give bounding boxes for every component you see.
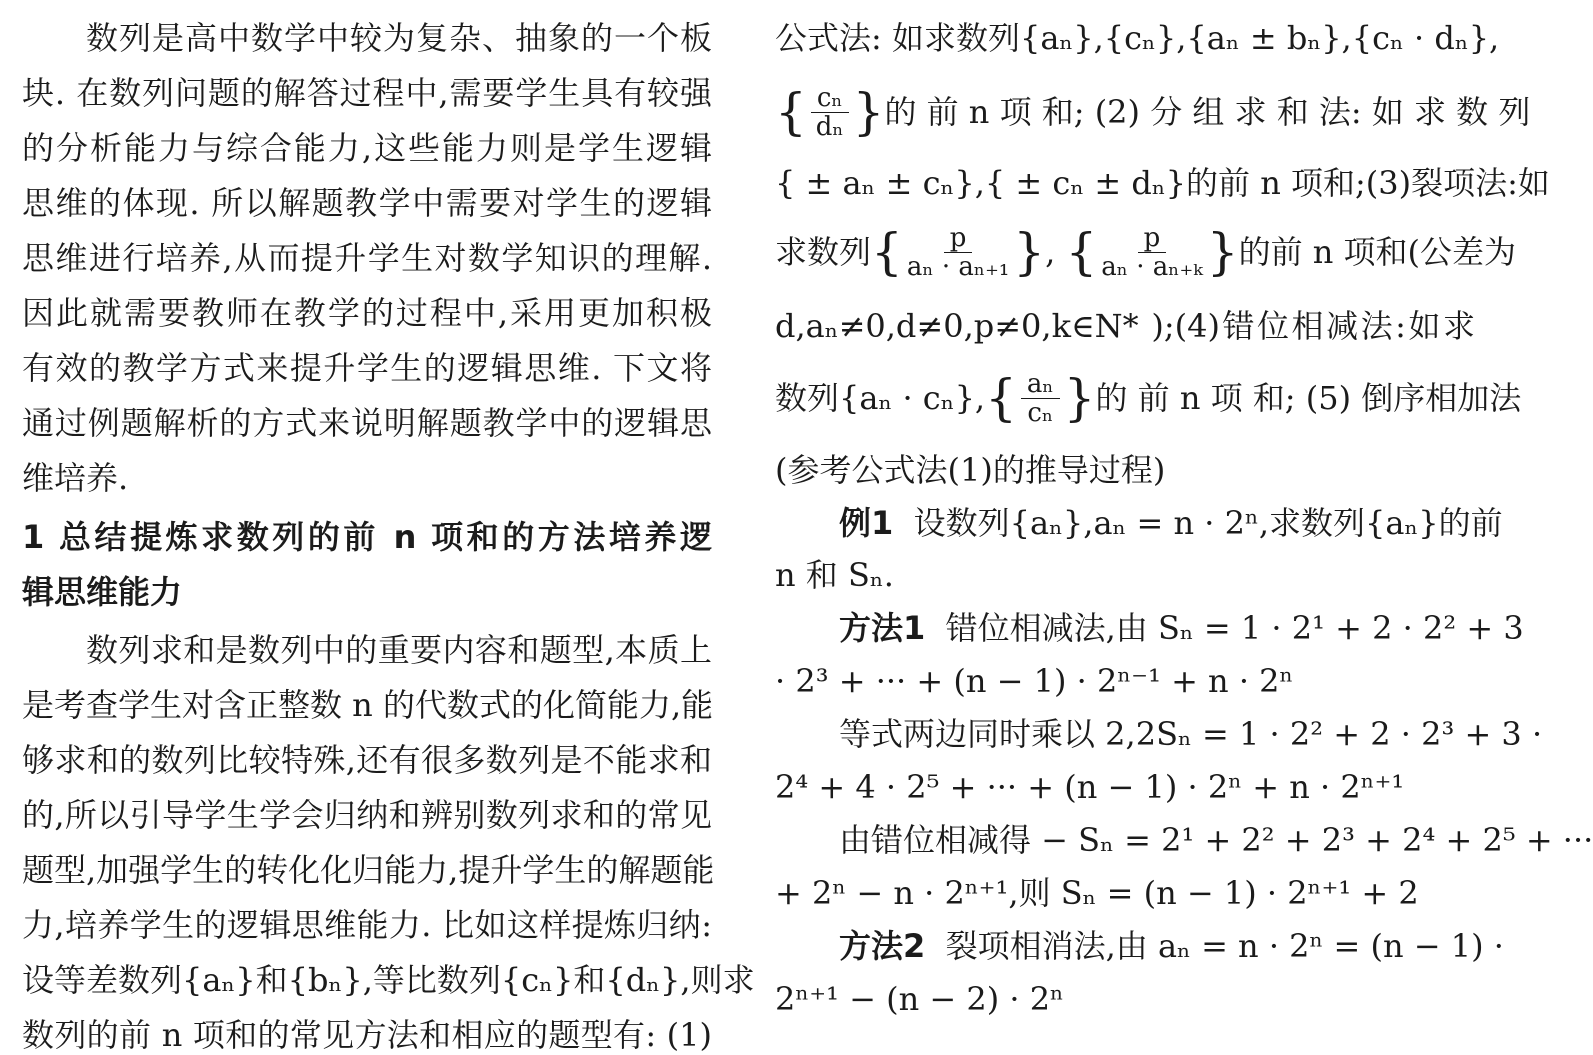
brace-right: }: [852, 83, 885, 141]
para1-line4: 思维的体现. 所以解题教学中需要对学生的逻辑: [22, 184, 712, 222]
fraction-denominator: aₙ · aₙ₊₁: [906, 251, 1010, 282]
method2-text: 裂项相消法,由 aₙ = n · 2ⁿ = (n − 1) ·: [945, 927, 1504, 965]
para2-line3: 够求和的数列比较特殊,还有很多数列是不能求和: [22, 741, 712, 779]
brace-right: }: [1206, 223, 1239, 281]
method1-line6: + 2ⁿ − n · 2ⁿ⁺¹,则 Sₙ = (n − 1) · 2ⁿ⁺¹ + 2: [775, 874, 1419, 912]
right-line4-tail: 的前 n 项和(公差为: [1238, 233, 1517, 271]
para1-line5: 思维进行培养,从而提升学生对数学知识的理解.: [22, 239, 712, 277]
section-heading-line1: 1 总结提炼求数列的前 n 项和的方法培养逻: [22, 518, 712, 556]
fraction-p-an-an1: [907, 224, 1009, 281]
para1-line7: 有效的教学方式来提升学生的逻辑思维. 下文将: [22, 349, 712, 387]
para1-line9: 维培养.: [22, 459, 129, 497]
example-text: 设数列{aₙ},aₙ = n · 2ⁿ,求数列{aₙ}的前: [913, 504, 1503, 542]
para2-line1: 数列求和是数列中的重要内容和题型,本质上: [86, 631, 712, 669]
brace-right: }: [1063, 369, 1096, 427]
example1-line1: [775, 503, 1503, 543]
para1-line1: 数列是高中数学中较为复杂、抽象的一个板: [86, 19, 712, 57]
para2-line5: 题型,加强学生的转化化归能力,提升学生的解题能: [22, 851, 715, 889]
fraction-denominator: cₙ: [1027, 397, 1054, 428]
section-heading-line2: 辑思维能力: [22, 573, 183, 611]
para1-line8: 通过例题解析的方式来说明解题教学中的逻辑思: [22, 404, 712, 442]
brace-left: {: [1065, 223, 1098, 281]
right-line7: (参考公式法(1)的推导过程): [775, 451, 1166, 489]
right-line6: [775, 368, 1522, 428]
para2-line6: 力,培养学生的逻辑思维能力. 比如这样提炼归纳:: [22, 906, 712, 944]
right-line3: { ± aₙ ± cₙ},{ ± cₙ ± dₙ}的前 n 项和;(3)裂项法:如: [775, 164, 1550, 202]
method1-line5: 由错位相减得 − Sₙ = 2¹ + 2² + 2³ + 2⁴ + 2⁵ + ···: [839, 821, 1593, 859]
example-label: 例1: [839, 504, 894, 542]
method1-line1: [775, 608, 1524, 648]
fraction-numerator: aₙ: [1021, 370, 1060, 399]
method2-label: 方法2: [839, 927, 926, 965]
brace-left: {: [871, 223, 903, 281]
method1-text: 错位相减法,由 Sₙ = 1 · 2¹ + 2 · 2² + 3: [945, 609, 1524, 647]
right-line2-text: 的 前 n 项 和; (2) 分 组 求 和 法: 如 求 数 列: [884, 93, 1531, 131]
fraction-p-an-ank: [1101, 224, 1203, 281]
fraction-numerator: p: [944, 224, 973, 253]
method2-line2: 2ⁿ⁺¹ − (n − 2) · 2ⁿ: [775, 980, 1064, 1018]
fraction-denominator: aₙ · aₙ₊ₖ: [1101, 251, 1203, 282]
para1-line6: 因此就需要教师在教学的过程中,采用更加积极: [22, 294, 712, 332]
method1-line3: 等式两边同时乘以 2,2Sₙ = 1 · 2² + 2 · 2³ + 3 ·: [839, 715, 1543, 753]
right-line4: [775, 222, 1517, 282]
fraction-an-cn: [1021, 370, 1060, 427]
brace-left: {: [985, 369, 1017, 427]
method1-line2: · 2³ + ··· + (n − 1) · 2ⁿ⁻¹ + n · 2ⁿ: [775, 662, 1294, 700]
right-line6-tail: 的 前 n 项 和; (5) 倒序相加法: [1095, 379, 1522, 417]
brace-left: {: [775, 83, 807, 141]
para2-line8: 数列的前 n 项和的常见方法和相应的题型有: (1): [22, 1016, 712, 1054]
fraction-numerator: p: [1138, 224, 1167, 253]
para2-line4: 的,所以引导学生学会归纳和辨别数列求和的常见: [22, 796, 712, 834]
para1-line2: 块. 在数列问题的解答过程中,需要学生具有较强: [22, 74, 712, 112]
example1-line2: n 和 Sₙ.: [775, 556, 894, 594]
brace-right: }: [1013, 223, 1046, 281]
para2-line2: 是考查学生对含正整数 n 的代数式的化简能力,能: [22, 686, 714, 724]
fraction-numerator: cₙ: [811, 84, 849, 113]
method2-line1: [775, 926, 1504, 966]
fraction-cn-dn: [811, 84, 849, 141]
right-line5: d,aₙ≠0,d≠0,p≠0,k∈N* );(4)错位相减法:如求: [775, 307, 1475, 345]
right-line2: [775, 82, 1531, 142]
para1-line3: 的分析能力与综合能力,这些能力则是学生逻辑: [22, 129, 712, 167]
right-line4-head: 求数列: [775, 233, 872, 271]
comma: ,: [1045, 233, 1066, 271]
right-line1: 公式法: 如求数列{aₙ},{cₙ},{aₙ ± bₙ},{cₙ · dₙ},: [775, 19, 1500, 57]
method1-line4: 2⁴ + 4 · 2⁵ + ··· + (n − 1) · 2ⁿ + n · 2ⁿ⁺¹: [775, 768, 1405, 806]
fraction-denominator: dₙ: [815, 111, 844, 142]
para2-line7: 设等差数列{aₙ}和{bₙ},等比数列{cₙ}和{dₙ},则求: [22, 961, 755, 999]
method1-label: 方法1: [839, 609, 926, 647]
right-line6-head: 数列{aₙ · cₙ},: [775, 379, 986, 417]
